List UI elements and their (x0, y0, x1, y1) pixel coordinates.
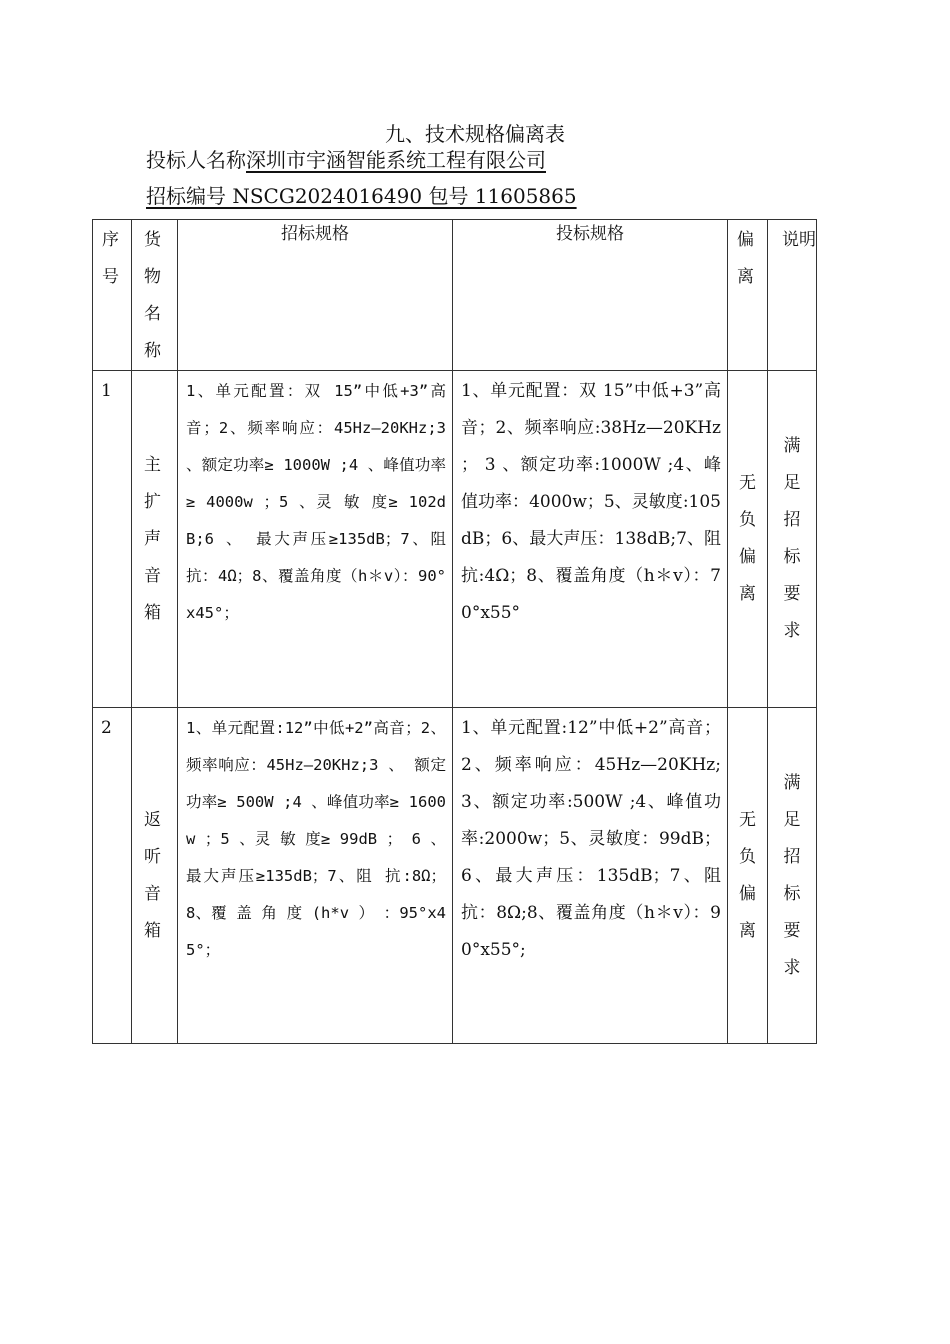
tender-line (146, 182, 577, 210)
row-explanation: 满足招标要求 (768, 708, 817, 1044)
header-explanation: 说明 (768, 220, 817, 371)
bidder-name: 深圳市宇涵智能系统工程有限公司 (246, 148, 546, 172)
bidder-label: 投标人名称 (146, 148, 246, 172)
table-row (93, 708, 817, 1044)
header-seq: 序号 (93, 220, 132, 371)
row-goods-name: 返听音箱 (132, 708, 178, 1044)
header-bid-spec: 投标规格 (453, 220, 728, 371)
bidder-line (146, 146, 546, 174)
tender-number: 招标编号 NSCG2024016490 包号 11605865 (146, 184, 577, 208)
table-header-row (93, 220, 817, 371)
row-explanation: 满足招标要求 (768, 371, 817, 708)
row-bid-spec: 1、单元配置:12”中低+2”高音；2、频率响应：45Hz—20KHz;3、额定功率:500W ;4、峰值功率:2000w；5、灵敏度：99dB；6、最大声压：135dB；7、阻抗：8Ω;8、覆盖角度（h＊v）：90°x55°; (453, 708, 728, 1044)
row-seq: 2 (93, 708, 132, 1044)
header-deviation: 偏离 (728, 220, 768, 371)
row-tender-spec: 1、单元配置：双 15”中低+3”高音；2、频率响应：45Hz—20KHz;3 、额定功率≥ 1000W ;4 、峰值功率≥ 4000w ；5 、灵 敏 度≥ 102dB;6 、 最大声压≥135dB；7、阻 抗：4Ω；8、覆盖角度（h＊v）：90°x45°； (178, 371, 453, 708)
row-tender-spec: 1、单元配置:12”中低+2”高音；2、频率响应：45Hz—20KHz;3 、 额定功率≥ 500W ;4 、峰值功率≥ 1600w ；5 、灵 敏 度≥ 99dB ； 6 、 最大声压≥135dB；7、阻 抗:8Ω；8、覆 盖 角 度 (h*v ） ：95°x45°； (178, 708, 453, 1044)
row-deviation: 无负偏离 (728, 708, 768, 1044)
row-goods-name: 主扩声音箱 (132, 371, 178, 708)
page-title: 九、技术规格偏离表 (385, 122, 565, 146)
header-tender-spec: 招标规格 (178, 220, 453, 371)
table-row (93, 371, 817, 708)
row-deviation: 无负偏离 (728, 371, 768, 708)
deviation-table (92, 219, 817, 1044)
header-goods-name: 货物名称 (132, 220, 178, 371)
row-seq: 1 (93, 371, 132, 708)
row-bid-spec: 1、单元配置：双 15”中低+3”高音；2、频率响应:38Hz—20KHz ； 3 、额定功率:1000W ;4、峰值功率：4000w；5、灵敏度:105dB；6、最大声压：138dB;7、阻抗:4Ω；8、覆盖角度（h＊v）：70°x55° (453, 371, 728, 708)
